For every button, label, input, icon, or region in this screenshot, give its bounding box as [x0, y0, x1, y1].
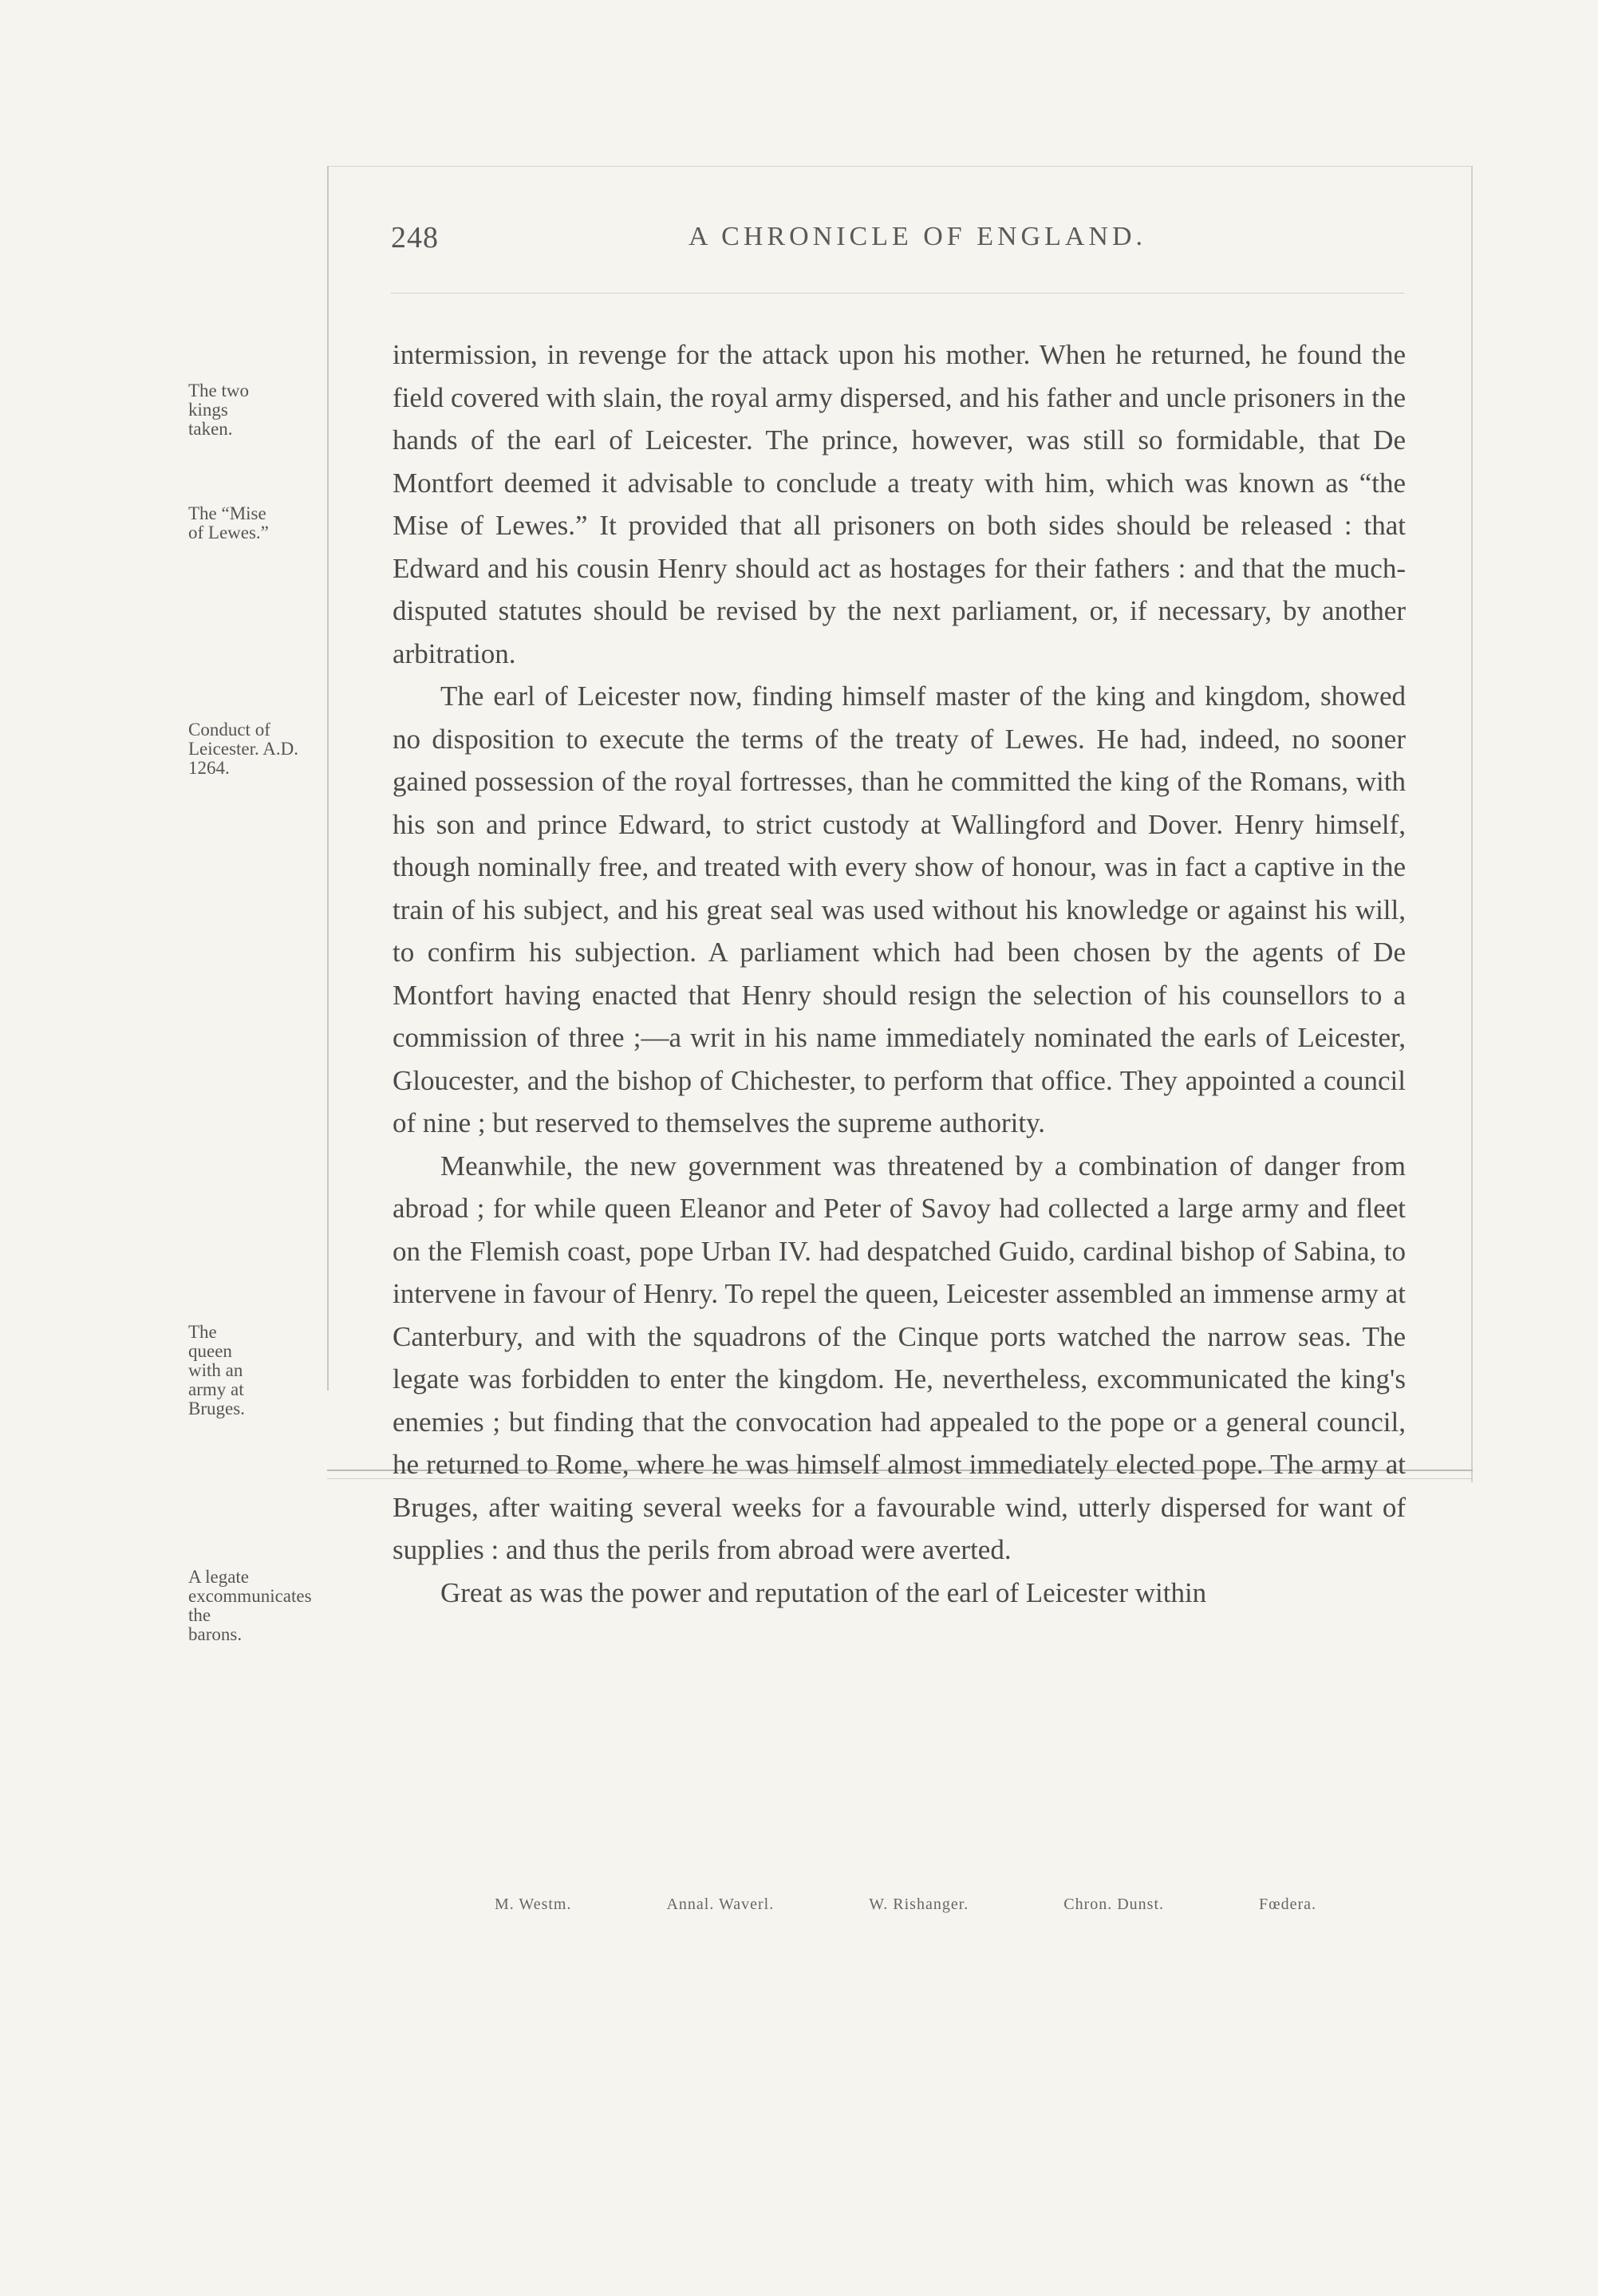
- source-reference: Annal. Waverl.: [666, 1896, 775, 1913]
- frame-top-line: [327, 166, 1473, 167]
- frame-left-line: [327, 166, 329, 1391]
- frame-right-line: [1471, 166, 1473, 1482]
- marginal-note-conduct-of-leicester: Conduct of Leicester. A.D. 1264.: [188, 720, 298, 778]
- body-text: [393, 333, 1406, 1614]
- header-rule: [391, 293, 1404, 294]
- source-reference: M. Westm.: [495, 1896, 572, 1913]
- marginal-note-kings-taken: The two kings taken.: [188, 381, 250, 439]
- paragraph: The earl of Leicester now, finding himself master of the king and kingdom, showed no disposition to execute the terms of the treaty of Lewes. He had, indeed, no sooner gained possession of the royal fortresses, than he committed the king of the Romans, with his son and prince Edward, to strict custody at Wallingford and Dover. Henry himself, though nominally free, and treated with every show of honour, was in fact a captive in the train of his subject, and his great seal was used without his knowledge or against his will, to confirm his subjection. A parliament which had been chosen by the agents of De Montfort having enacted that Henry should resign the selection of his counsellors to a commission of three ;—a writ in his name immediately nominated the earls of Leicester, Gloucester, and the bishop of Chichester, to perform that office. They appointed a council of nine ; but reserved to themselves the supreme authority.: [393, 681, 1406, 1138]
- source-references: [495, 1896, 1316, 1914]
- page-number: 248: [391, 221, 439, 254]
- source-reference: Fœdera.: [1259, 1896, 1316, 1913]
- paragraph: Meanwhile, the new government was threatened by a combination of danger from abroad ; for while queen Eleanor and Peter of Savoy had collected a large army and fleet on the Flemish coast, pope Urban IV. had despatched Guido, cardinal bishop of Sabina, to intervene in favour of Henry. To repel the queen, Leicester assembled an immense army at Canterbury, and with the squadrons of the Cinque ports watched the narrow seas. The legate was forbidden to enter the kingdom. He, nevertheless, excommunicated the king's enemies ; but finding that the convocation had appealed to the pope or a general council, he returned to Rome, where he was himself almost immediately elected pope. The army at Bruges, after waiting several weeks for a favourable wind, utterly dispersed for want of supplies : and thus the perils from abroad were averted.: [393, 1150, 1406, 1565]
- paragraph: Great as was the power and reputation of the earl of Leicester within: [440, 1576, 1207, 1608]
- marginal-note-mise-of-lewes: The “Mise of Lewes.”: [188, 503, 269, 542]
- marginal-note-queen-at-bruges: The queen with an army at Bruges.: [188, 1322, 245, 1418]
- source-reference: Chron. Dunst.: [1063, 1896, 1165, 1913]
- source-reference: W. Rishanger.: [869, 1896, 969, 1913]
- paragraph: intermission, in revenge for the attack upon his mother. When he returned, he found the field covered with slain, the royal army dispersed, and his father and uncle prisoners in the hands of the earl of Leicester. The prince, however, was still so formidable, that De Montfort deemed it advisable to conclude a treaty with him, which was known as “the Mise of Lewes.” It provided that all prisoners on both sides should be released : that Edward and his cousin Henry should act as hostages for their fathers : and that the much-disputed statutes should be revised by the next parliament, or, if necessary, by another arbitration.: [393, 339, 1406, 669]
- marginal-note-legate-excommunicates: A legate excommunicates the barons.: [188, 1567, 312, 1644]
- running-title: A CHRONICLE OF ENGLAND.: [689, 222, 1146, 251]
